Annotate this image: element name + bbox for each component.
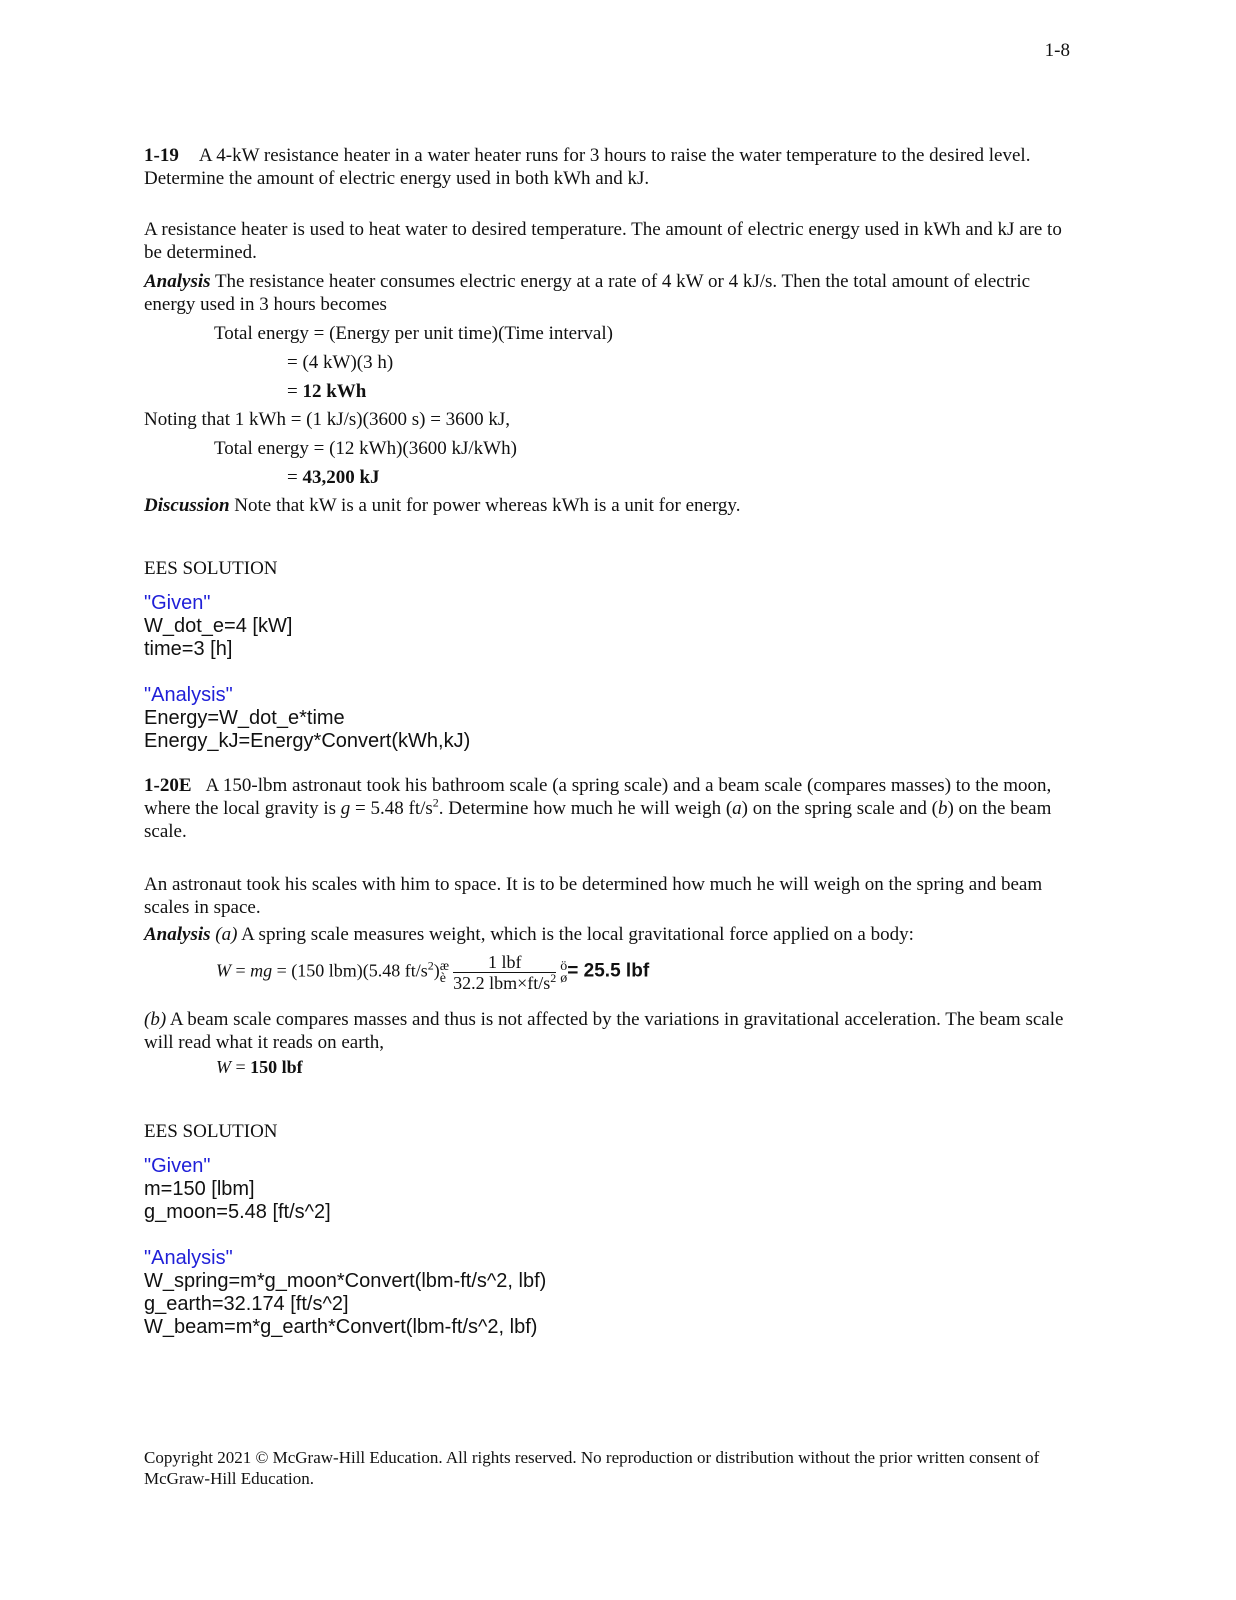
ees-code-line: g_moon=5.48 [ft/s^2] bbox=[144, 1201, 331, 1223]
analysis-text: A spring scale measures weight, which is the local gravitational force applied on a body: bbox=[237, 924, 914, 945]
superscript: 2 bbox=[427, 958, 434, 973]
bracket-top: ö bbox=[560, 958, 568, 974]
eq-var-mg: mg bbox=[250, 960, 273, 981]
ees-code-line: g_earth=32.174 [ft/s^2] bbox=[144, 1293, 349, 1315]
noting-line: Noting that 1 kWh = (1 kJ/s)(3600 s) = 3600 kJ, bbox=[144, 409, 511, 430]
ees-code-line: Energy=W_dot_e*time bbox=[144, 707, 345, 729]
ees-comment: "Given" bbox=[144, 592, 211, 614]
ees-code-line: W_dot_e=4 [kW] bbox=[144, 615, 293, 637]
statement-part: ) on the spring scale and ( bbox=[741, 798, 938, 819]
problem-number: 1-20E bbox=[144, 775, 192, 796]
statement-part: . Determine how much he will weigh ( bbox=[438, 798, 733, 819]
problem-1-20e-intro: An astronaut took his scales with him to space. It is to be determined how much he will weigh on the spring and beam scales in space. bbox=[144, 874, 1043, 918]
eq-paren: ) bbox=[433, 960, 440, 981]
problem-1-19-intro: A resistance heater is used to heat water to desired temperature. The amount of electric energy used in kWh and kJ are to be determined. bbox=[144, 219, 1062, 263]
statement-part: = 5.48 ft/s bbox=[350, 798, 433, 819]
equation-total-energy: Total energy = (Energy per unit time)(Time interval) bbox=[214, 323, 613, 344]
ees-comment: "Analysis" bbox=[144, 684, 233, 706]
superscript: 2 bbox=[550, 971, 557, 985]
equation-weight-spring bbox=[216, 952, 649, 993]
conversion-fraction bbox=[453, 952, 556, 993]
statement-part: A 150-lbm astronaut took his bathroom scale (a spring scale) and a beam scale (compares masses) to the moon, where the local gravity is bbox=[144, 775, 1052, 819]
analysis-text: The resistance heater consumes electric energy at a rate of 4 kW or 4 kJ/s. Then the total amount of electric energy used in 3 hours becomes bbox=[144, 271, 1031, 315]
ees-code-line: W_beam=m*g_earth*Convert(lbm-ft/s^2, lbf) bbox=[144, 1316, 538, 1338]
bracket-top: æ bbox=[439, 958, 450, 974]
eq-sign: = bbox=[231, 1057, 251, 1077]
discussion-label: Discussion bbox=[144, 495, 230, 516]
discussion-text: Note that kW is a unit for power whereas kWh is a unit for energy. bbox=[229, 495, 741, 516]
answer-beam-weight: 150 lbf bbox=[250, 1057, 303, 1077]
fraction-numerator: 1 lbf bbox=[453, 952, 556, 973]
part-b-marker: (b) bbox=[144, 1009, 167, 1030]
ees-comment: "Given" bbox=[144, 1155, 211, 1177]
ees-code-line: Energy_kJ=Energy*Convert(kWh,kJ) bbox=[144, 730, 471, 752]
ees-code-block bbox=[144, 1155, 1084, 1339]
ees-comment: "Analysis" bbox=[144, 1247, 233, 1269]
part-b-text: A beam scale compares masses and thus is not affected by the variations in gravitational acceleration. The beam scale will read what it reads on earth, bbox=[144, 1009, 1064, 1053]
problem-1-20e-statement bbox=[144, 774, 1084, 843]
eq-prefix: = bbox=[287, 381, 303, 402]
ees-code-line: W_spring=m*g_moon*Convert(lbm-ft/s^2, lbf) bbox=[144, 1270, 547, 1292]
eq-rhs: = (150 lbm)(5.48 ft/s bbox=[272, 960, 428, 981]
equation-weight-beam bbox=[216, 1056, 303, 1079]
part-a-marker: (a) bbox=[215, 924, 238, 945]
answer-kwh: 12 kWh bbox=[302, 381, 367, 402]
eq-sign: = bbox=[231, 960, 251, 981]
eq-var-w: W bbox=[216, 1057, 231, 1077]
superscript: 2 bbox=[432, 795, 439, 810]
gravity-var: g bbox=[340, 798, 351, 819]
denominator-text: 32.2 lbm×ft/s bbox=[453, 973, 551, 993]
problem-number: 1-19 bbox=[144, 145, 179, 166]
statement-part: ) on the beam scale. bbox=[144, 798, 1052, 842]
problem-1-19-discussion bbox=[144, 494, 1084, 517]
analysis-label: Analysis bbox=[144, 924, 211, 945]
left-bracket bbox=[439, 958, 450, 986]
problem-1-20e-analysis bbox=[144, 923, 1084, 946]
answer-spring-weight: = 25.5 lbf bbox=[567, 960, 650, 982]
problem-1-19-statement bbox=[144, 144, 1084, 190]
answer-kj: 43,200 kJ bbox=[302, 467, 380, 488]
ees-code-line: m=150 [lbm] bbox=[144, 1178, 255, 1200]
page-number: 1-8 bbox=[1044, 40, 1070, 61]
equation-line-4: Total energy = (12 kWh)(3600 kJ/kWh) bbox=[214, 438, 517, 459]
ees-heading: EES SOLUTION bbox=[144, 1121, 278, 1142]
analysis-label: Analysis bbox=[144, 271, 211, 292]
eq-prefix: = bbox=[287, 467, 303, 488]
ees-code-block bbox=[144, 592, 1084, 753]
part-b-label: b bbox=[937, 798, 948, 819]
ees-code-line: time=3 [h] bbox=[144, 638, 233, 660]
fraction-denominator bbox=[453, 973, 556, 993]
equation-line-5 bbox=[287, 466, 380, 489]
eq-var-w: W bbox=[216, 960, 231, 981]
bracket-bottom: è bbox=[439, 970, 447, 986]
equation-line-2: = (4 kW)(3 h) bbox=[287, 352, 394, 373]
bracket-bottom: ø bbox=[560, 970, 568, 986]
problem-1-19-analysis bbox=[144, 270, 1084, 316]
problem-text: A 4-kW resistance heater in a water heater runs for 3 hours to raise the water temperature to the desired level. Determine the amount of electric energy used in both kWh and kJ. bbox=[144, 145, 1031, 189]
ees-heading: EES SOLUTION bbox=[144, 558, 278, 579]
copyright-footer: Copyright 2021 © McGraw-Hill Education. All rights reserved. No reproduction or distribution without the prior written consent of McGraw-Hill Education. bbox=[144, 1448, 1040, 1488]
problem-1-20e-part-b bbox=[144, 1008, 1084, 1054]
part-a-label: a bbox=[732, 798, 742, 819]
equation-line-3 bbox=[287, 380, 366, 403]
